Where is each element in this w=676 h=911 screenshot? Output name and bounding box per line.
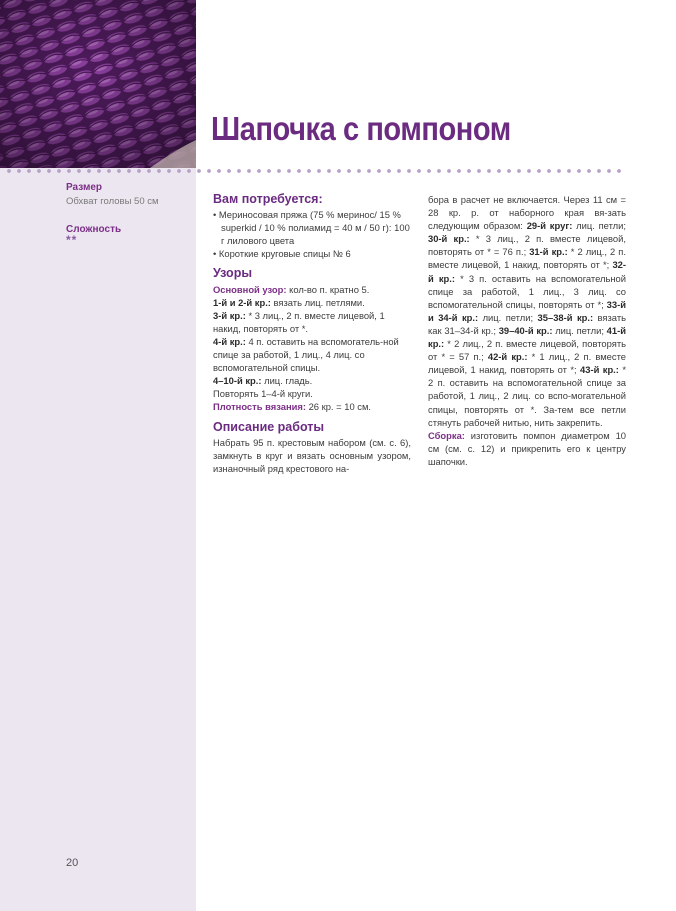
size-label: Размер bbox=[66, 182, 103, 193]
materials-item: • Мериносовая пряжа (75 % меринос/ 15 % superkid / 10 % полиамид = 40 м / 50 г): 100 г лилового цвета bbox=[213, 209, 410, 247]
round-label: 4–10-й кр.: bbox=[213, 375, 262, 387]
main-pattern-text: кол-во п. кратно 5. bbox=[286, 283, 370, 295]
work-continuation bbox=[428, 193, 626, 429]
round-text: лиц. гладь. bbox=[261, 375, 313, 387]
round-text: * 2 п. оставить на вспомогательной спице за работой, 1 лиц., 2 лиц. со вспо-могательной спицы, повторять от *. За-тем все петли стянуть рабочей нитью, нить закрепить. bbox=[428, 364, 626, 428]
work-text: бора в расчет не включается. Через 11 см = 28 кр. р. от наборного края вя-зать следующим образом: bbox=[428, 194, 626, 232]
density bbox=[213, 400, 411, 413]
dotted-divider bbox=[4, 167, 626, 175]
knitted-hat-photo bbox=[0, 0, 196, 168]
work-heading: Описание работы bbox=[213, 419, 325, 434]
round-text: вязать как 31–34-й кр.; bbox=[428, 311, 626, 336]
round-label: 29-й круг: bbox=[526, 220, 573, 232]
round-4 bbox=[213, 335, 411, 374]
round-label: 1-й и 2-й кр.: bbox=[213, 296, 271, 308]
knit-texture-image bbox=[0, 0, 196, 168]
round-text: лиц. петли; bbox=[552, 324, 607, 336]
sidebar-info bbox=[66, 182, 191, 245]
repeat-note: Повторять 1–4-й круги. bbox=[213, 388, 313, 400]
main-pattern bbox=[213, 283, 411, 296]
page-number: 20 bbox=[66, 857, 79, 869]
round-label: 33-й и 34-й кр.: bbox=[428, 298, 626, 323]
difficulty-stars: ** bbox=[66, 233, 78, 247]
round-label: 42-й кр.: bbox=[487, 351, 528, 363]
materials-item-text: Короткие круговые спицы № 6 bbox=[218, 248, 351, 260]
difficulty-label: Сложность bbox=[66, 224, 122, 235]
round-label: 39–40-й кр.: bbox=[498, 324, 553, 336]
round-label: 4-й кр.: bbox=[213, 335, 246, 347]
materials-item-text: Мериносовая пряжа (75 % меринос/ 15 % superkid / 10 % полиамид = 40 м / 50 г): 100 г лилового цвета bbox=[218, 209, 410, 247]
round-text: * 2 лиц., 2 п. вместе лицевой, 1 накид, повторять от *; bbox=[428, 246, 626, 271]
round-label: 30-й кр.: bbox=[428, 233, 470, 245]
round-text: 4 п. оставить на вспомогатель-ной спице за работой, 1 лиц., 4 лиц. со вспомогательной спицы. bbox=[213, 335, 399, 374]
round-text: * 3 лиц., 2 п. вместе лицевой, повторять от * = 76 п.; bbox=[428, 233, 626, 258]
page-title: Шапочка с помпоном bbox=[211, 110, 511, 147]
round-text: * 1 лиц., 2 п. вместе лицевой, 1 накид, повторять от *; bbox=[428, 351, 626, 376]
round-label: 41-й кр.: bbox=[428, 324, 626, 350]
right-column bbox=[428, 193, 626, 468]
round-label: 43-й кр.: bbox=[580, 364, 619, 376]
round-text: * 3 п. оставить на вспомогательной спице за работой, 1 лиц., 3 лиц. со вспомогательной спицы, повторять от *; bbox=[428, 272, 626, 310]
assembly-text: изготовить помпон диаметром 10 см (см. с. 12) и прикрепить его к центру шапочки. bbox=[428, 429, 626, 467]
work-paragraph: Набрать 95 п. крестовым набором (см. с. 6), замкнуть в круг и вязать основным узором, изнаночный ряд крестового на- bbox=[213, 436, 411, 474]
round-text: * 3 лиц., 2 п. вместе лицевой, 1 накид, повторять от *. bbox=[213, 309, 385, 334]
density-label: Плотность вязания: bbox=[213, 401, 306, 413]
round-label: 32-й кр.: bbox=[428, 259, 626, 284]
round-3 bbox=[213, 309, 411, 335]
size-value: Обхват головы 50 см bbox=[66, 196, 159, 207]
assembly bbox=[428, 429, 626, 468]
left-column bbox=[213, 193, 411, 475]
round-text: * 2 лиц., 2 п. вместе лицевой, повторять от * = 57 п.; bbox=[428, 338, 626, 363]
round-text: лиц. петли; bbox=[478, 311, 538, 323]
main-pattern-label: Основной узор: bbox=[213, 283, 287, 295]
density-text: 26 кр. = 10 см. bbox=[305, 401, 371, 413]
round-text: вязать лиц. петлями. bbox=[270, 296, 365, 308]
materials-heading: Вам потребуется: bbox=[213, 192, 323, 206]
materials-item: • Короткие круговые спицы № 6 bbox=[213, 248, 351, 260]
round-1-2 bbox=[213, 296, 411, 309]
round-text: лиц. петли; bbox=[572, 220, 626, 232]
patterns-heading: Узоры bbox=[213, 266, 253, 281]
assembly-label: Сборка: bbox=[428, 429, 465, 441]
round-label: 35–38-й кр.: bbox=[537, 311, 594, 323]
round-label: 3-й кр.: bbox=[213, 309, 246, 321]
round-4-10 bbox=[213, 374, 411, 387]
round-label: 31-й кр.: bbox=[529, 246, 568, 258]
